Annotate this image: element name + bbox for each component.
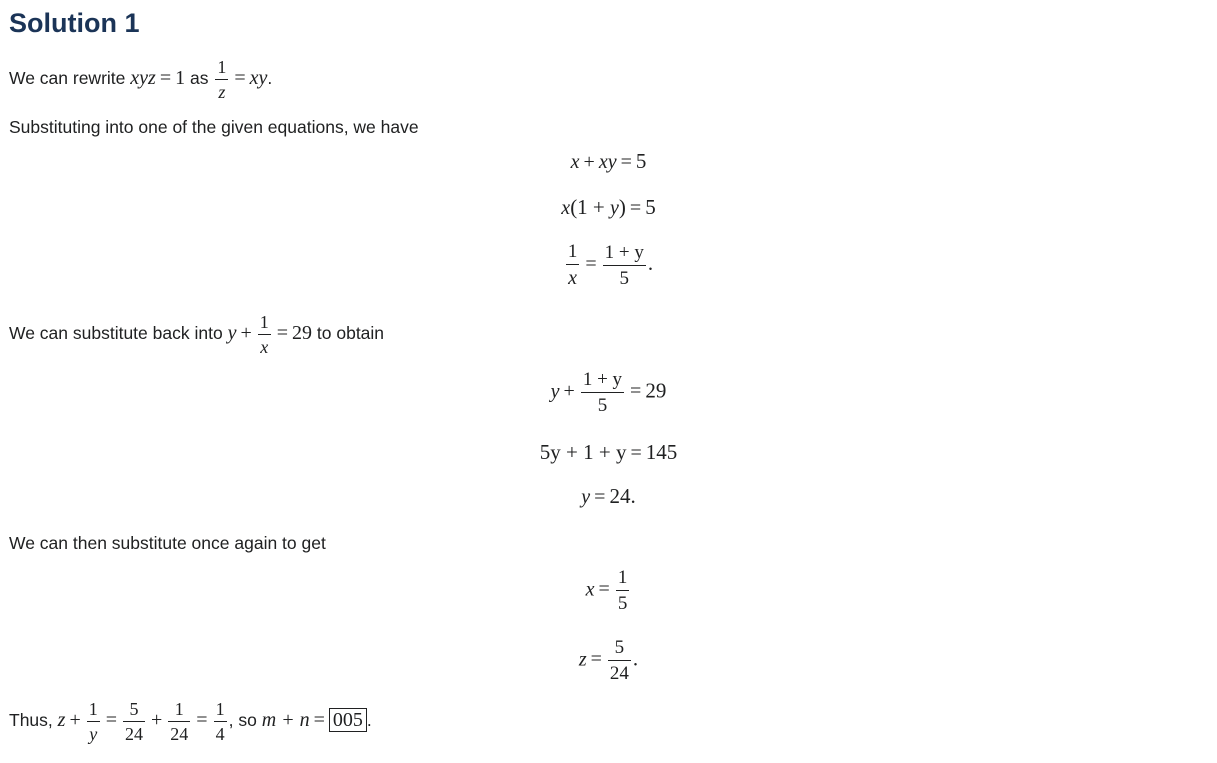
math-op: = — [630, 442, 642, 464]
numerator: 5 — [123, 700, 145, 722]
math-text: . — [647, 250, 654, 275]
math-var: m + n — [261, 709, 310, 732]
denominator: 5 — [619, 267, 630, 289]
denominator: 24 — [125, 724, 144, 744]
equation-line — [0, 638, 1217, 683]
math-var: y — [581, 486, 591, 508]
fraction — [215, 58, 228, 101]
math-var: xyz — [130, 67, 156, 90]
math-num: 5 — [635, 149, 647, 173]
paragraph-conclusion — [9, 700, 372, 743]
math-var: y — [227, 322, 237, 345]
equation-line — [0, 484, 1217, 509]
math-op: = — [105, 709, 118, 732]
math-num: 5 — [645, 195, 656, 219]
math-op: + — [151, 709, 163, 732]
numerator: 1 + y — [581, 370, 624, 393]
math-var: z — [578, 648, 587, 671]
fraction — [87, 700, 100, 743]
math-var: x — [561, 197, 571, 219]
denominator: 24 — [170, 724, 189, 744]
fraction — [566, 242, 580, 288]
text: as — [189, 68, 209, 89]
numerator: 5 — [608, 638, 631, 661]
math-var: x — [585, 578, 595, 601]
math-op: + — [240, 322, 252, 345]
text: Thus, — [9, 710, 53, 731]
fraction — [581, 370, 624, 415]
denominator: 24 — [609, 663, 629, 684]
fraction — [258, 313, 271, 356]
numerator: 1 — [258, 313, 271, 335]
math-var: xy — [249, 67, 268, 90]
text: to obtain — [316, 323, 385, 344]
math-text: (1 + — [570, 195, 611, 219]
math-text: 5y + 1 + y — [539, 440, 627, 464]
equation-line — [0, 370, 1217, 415]
math-op: = — [590, 648, 602, 671]
paragraph-rewrite — [9, 58, 272, 101]
math-var: y — [610, 197, 619, 219]
math-var: y — [550, 380, 560, 403]
math-op: = — [276, 322, 289, 345]
math-op: = — [234, 67, 246, 90]
text: We can rewrite — [9, 68, 126, 89]
math-op: = — [313, 709, 325, 732]
text: . — [267, 68, 273, 89]
text: so — [238, 710, 257, 731]
math-op: + — [69, 709, 81, 732]
paragraph-substitute-back — [9, 313, 384, 356]
numerator: 1 — [87, 700, 100, 722]
text: , — [228, 710, 234, 731]
numerator: 1 — [566, 242, 580, 265]
math-op: + — [563, 380, 575, 403]
denominator: x — [568, 267, 578, 289]
math-op: = — [629, 197, 642, 219]
equation-line — [0, 568, 1217, 613]
solution-title: Solution 1 — [9, 8, 140, 38]
math-op: = — [585, 252, 597, 275]
numerator: 1 — [215, 58, 228, 80]
equation-line — [0, 195, 1217, 220]
paragraph-substitute-again: We can then substitute once again to get — [9, 533, 326, 553]
equation-line — [0, 440, 1217, 465]
math-num: 1 — [175, 67, 186, 90]
math-text: . — [632, 646, 639, 671]
math-var: x — [570, 151, 580, 173]
numerator: 1 — [214, 700, 227, 722]
fraction — [608, 638, 631, 683]
fraction — [214, 700, 227, 743]
denominator: 5 — [617, 593, 628, 614]
answer-box: 005 — [329, 708, 367, 732]
math-op: + — [583, 151, 595, 173]
denominator: y — [89, 724, 98, 744]
numerator: 1 + y — [603, 243, 646, 266]
fraction — [168, 700, 190, 743]
math-var: xy — [598, 151, 617, 173]
math-text: ) — [618, 195, 626, 219]
math-op: = — [630, 380, 642, 403]
fraction — [123, 700, 145, 743]
math-num: 29 — [645, 378, 667, 403]
math-op: = — [159, 67, 172, 90]
math-num: 24. — [609, 484, 636, 508]
math-num: 29 — [292, 322, 313, 345]
math-op: = — [620, 151, 632, 173]
numerator: 1 — [616, 568, 630, 591]
math-num: 145 — [645, 440, 678, 464]
denominator: x — [260, 337, 269, 357]
numerator: 1 — [168, 700, 190, 722]
text: . — [366, 710, 372, 731]
equation-line — [0, 242, 1217, 288]
math-var: z — [57, 709, 66, 732]
equation-line — [0, 149, 1217, 174]
denominator: 4 — [215, 724, 225, 744]
fraction — [616, 568, 630, 613]
math-op: = — [594, 486, 606, 508]
denominator: z — [218, 82, 226, 102]
paragraph-substituting: Substituting into one of the given equations, we have — [9, 117, 419, 137]
fraction — [603, 243, 646, 288]
math-op: = — [196, 709, 208, 732]
denominator: 5 — [597, 395, 608, 416]
math-op: = — [598, 578, 610, 601]
text: We can substitute back into — [9, 323, 223, 344]
